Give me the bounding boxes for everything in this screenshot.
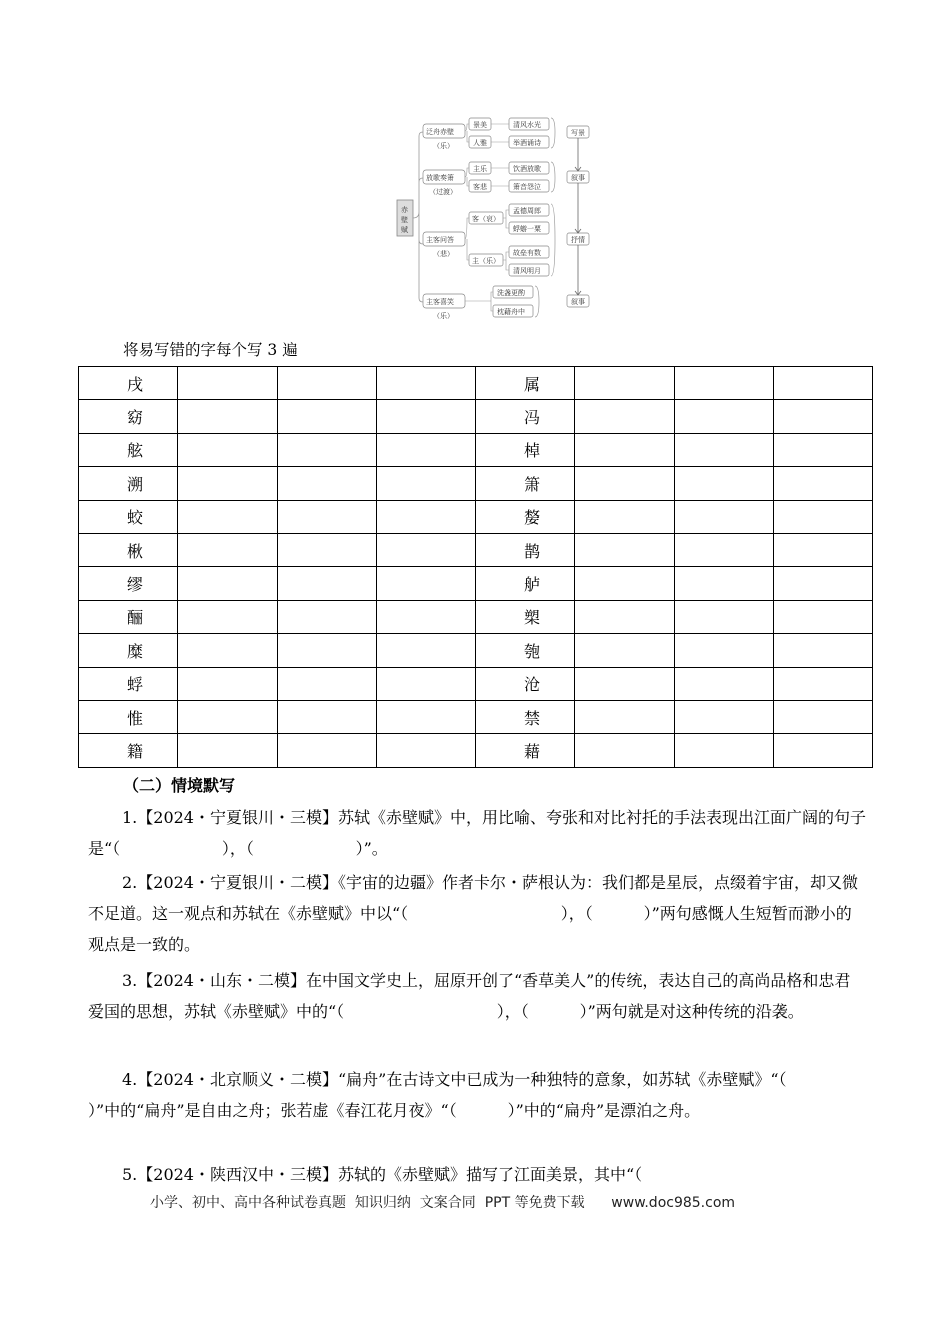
practice-character: 窈 bbox=[79, 400, 178, 433]
table-row bbox=[79, 433, 873, 466]
question-5 bbox=[88, 1159, 866, 1190]
diagram-section-1-label: 泛舟赤壁 bbox=[426, 128, 454, 136]
writing-cell[interactable] bbox=[376, 400, 475, 433]
diagram-item-1b: 人雅 bbox=[473, 139, 487, 147]
writing-cell[interactable] bbox=[178, 433, 277, 466]
question-4 bbox=[88, 1064, 889, 1126]
writing-cell[interactable] bbox=[376, 667, 475, 700]
writing-cell[interactable] bbox=[773, 367, 872, 400]
writing-cell[interactable] bbox=[674, 600, 773, 633]
writing-cell[interactable] bbox=[277, 400, 376, 433]
table-row bbox=[79, 500, 873, 533]
writing-cell[interactable] bbox=[178, 567, 277, 600]
writing-cell[interactable] bbox=[178, 600, 277, 633]
question-source: 【2024・宁夏银川・二模】 bbox=[137, 873, 338, 892]
writing-cell[interactable] bbox=[674, 467, 773, 500]
question-text: “扁舟”在古诗文中已成为一种独特的意象，如苏轼《赤壁赋》“（ ）”中的“扁舟”是自由之舟；张若虚《春江花月夜》“（ ）”中的“扁舟”是漂泊之舟。 bbox=[88, 1070, 889, 1120]
writing-cell[interactable] bbox=[277, 533, 376, 566]
writing-cell[interactable] bbox=[178, 667, 277, 700]
table-row bbox=[79, 567, 873, 600]
question-text: 在中国文学史上，屈原开创了“香草美人”的传统，表达自己的高尚品格和忠君爱国的思想，苏轼《赤壁赋》中的“（ ），（ ）”两句就是对这种传统的沿袭。 bbox=[88, 971, 851, 1021]
question-source: 【2024・陕西汉中・三模】 bbox=[137, 1165, 338, 1184]
writing-cell[interactable] bbox=[773, 400, 872, 433]
diagram-section-4-note: （乐） bbox=[433, 312, 454, 320]
writing-cell[interactable] bbox=[674, 667, 773, 700]
question-number: 1. bbox=[122, 808, 138, 827]
writing-cell[interactable] bbox=[376, 634, 475, 667]
practice-character: 鹊 bbox=[476, 533, 575, 566]
practice-character: 楸 bbox=[79, 533, 178, 566]
writing-cell[interactable] bbox=[773, 600, 872, 633]
practice-character: 箫 bbox=[476, 467, 575, 500]
practice-character: 棹 bbox=[476, 433, 575, 466]
table-row bbox=[79, 700, 873, 733]
writing-cell[interactable] bbox=[376, 367, 475, 400]
diagram-detail-2b: 箫音怨泣 bbox=[513, 183, 541, 191]
diagram-stage-3: 抒情 bbox=[571, 236, 585, 244]
writing-cell[interactable] bbox=[674, 734, 773, 767]
diagram-stage-2: 叙事 bbox=[571, 174, 585, 182]
question-number: 2. bbox=[122, 873, 138, 892]
diagram-section-1-note: （乐） bbox=[433, 142, 454, 150]
diagram-section-3-note: （悲） bbox=[433, 250, 454, 258]
writing-cell[interactable] bbox=[277, 467, 376, 500]
diagram-item-3b: 主（乐） bbox=[472, 257, 500, 265]
writing-cell[interactable] bbox=[178, 634, 277, 667]
writing-cell[interactable] bbox=[773, 667, 872, 700]
writing-cell[interactable] bbox=[178, 700, 277, 733]
practice-character: 蜉 bbox=[79, 667, 178, 700]
table-row bbox=[79, 467, 873, 500]
writing-cell[interactable] bbox=[575, 734, 674, 767]
diagram-detail-1a: 清风水光 bbox=[513, 121, 541, 129]
character-practice-table bbox=[78, 366, 873, 768]
writing-cell[interactable] bbox=[773, 567, 872, 600]
writing-cell[interactable] bbox=[376, 467, 475, 500]
question-source: 【2024・北京顺义・二模】 bbox=[137, 1070, 338, 1089]
diagram-stage-1: 写景 bbox=[571, 129, 585, 137]
question-source: 【2024・山东・二模】 bbox=[137, 971, 306, 990]
structure-diagram bbox=[395, 112, 595, 324]
practice-character: 槊 bbox=[476, 600, 575, 633]
page-footer: 小学、初中、高中各种试卷真题 知识归纳 文案合同 PPT 等免费下载 www.doc985.com bbox=[150, 1195, 736, 1211]
diagram-item-1a: 景美 bbox=[473, 121, 487, 129]
writing-cell[interactable] bbox=[277, 500, 376, 533]
table-row bbox=[79, 634, 873, 667]
writing-cell[interactable] bbox=[773, 734, 872, 767]
diagram-root-char-2: 壁 bbox=[401, 216, 408, 224]
writing-cell[interactable] bbox=[376, 533, 475, 566]
writing-cell[interactable] bbox=[575, 700, 674, 733]
question-1 bbox=[88, 802, 866, 864]
practice-character: 属 bbox=[476, 367, 575, 400]
diagram-root-char-1: 赤 bbox=[401, 206, 408, 214]
table-row bbox=[79, 734, 873, 767]
writing-cell[interactable] bbox=[277, 634, 376, 667]
table-row bbox=[79, 667, 873, 700]
question-2 bbox=[88, 867, 866, 960]
question-number: 3. bbox=[122, 971, 138, 990]
practice-character: 藉 bbox=[476, 734, 575, 767]
writing-cell[interactable] bbox=[773, 500, 872, 533]
table-row bbox=[79, 533, 873, 566]
writing-cell[interactable] bbox=[376, 734, 475, 767]
writing-cell[interactable] bbox=[674, 567, 773, 600]
question-number: 4. bbox=[122, 1070, 138, 1089]
writing-cell[interactable] bbox=[773, 433, 872, 466]
diagram-item-3a: 客（哀） bbox=[472, 215, 500, 223]
diagram-section-4-label: 主客喜笑 bbox=[426, 298, 454, 306]
writing-cell[interactable] bbox=[277, 600, 376, 633]
writing-cell[interactable] bbox=[674, 433, 773, 466]
structure-diagram-svg bbox=[395, 112, 595, 324]
practice-character: 戌 bbox=[79, 367, 178, 400]
practice-character: 蛟 bbox=[79, 500, 178, 533]
practice-character: 舻 bbox=[476, 567, 575, 600]
table-row bbox=[79, 400, 873, 433]
writing-cell[interactable] bbox=[773, 467, 872, 500]
writing-cell[interactable] bbox=[277, 734, 376, 767]
diagram-detail-3d: 清风明月 bbox=[513, 267, 541, 275]
writing-cell[interactable] bbox=[674, 367, 773, 400]
table-row bbox=[79, 367, 873, 400]
writing-cell[interactable] bbox=[277, 667, 376, 700]
writing-cell[interactable] bbox=[575, 467, 674, 500]
diagram-section-3-label: 主客问答 bbox=[426, 236, 454, 244]
practice-character: 冯 bbox=[476, 400, 575, 433]
writing-cell[interactable] bbox=[376, 600, 475, 633]
practice-character: 嫠 bbox=[476, 500, 575, 533]
writing-cell[interactable] bbox=[178, 467, 277, 500]
writing-cell[interactable] bbox=[376, 433, 475, 466]
table-row bbox=[79, 600, 873, 633]
question-text: 《宇宙的边疆》作者卡尔・萨根认为：我们都是星辰，点缀着宇宙，却又微不足道。这一观点和苏轼在《赤壁赋》中以“（ ），（ ）”两句感慨人生短暂而渺小的观点是一致的。 bbox=[88, 873, 859, 954]
section-title: （二）情境默写 bbox=[123, 776, 236, 795]
writing-cell[interactable] bbox=[376, 567, 475, 600]
writing-cell[interactable] bbox=[773, 700, 872, 733]
writing-cell[interactable] bbox=[178, 500, 277, 533]
writing-cell[interactable] bbox=[575, 667, 674, 700]
writing-cell[interactable] bbox=[277, 700, 376, 733]
question-text: 苏轼的《赤壁赋》描写了江面美景，其中“（ bbox=[338, 1165, 643, 1184]
practice-character: 溯 bbox=[79, 467, 178, 500]
writing-cell[interactable] bbox=[178, 734, 277, 767]
diagram-detail-3a: 孟德周郎 bbox=[513, 207, 541, 215]
question-3 bbox=[88, 965, 866, 1027]
practice-character: 缪 bbox=[79, 567, 178, 600]
writing-cell[interactable] bbox=[773, 634, 872, 667]
writing-cell[interactable] bbox=[575, 500, 674, 533]
practice-character: 沧 bbox=[476, 667, 575, 700]
writing-cell[interactable] bbox=[674, 500, 773, 533]
practice-character: 酾 bbox=[79, 600, 178, 633]
diagram-detail-3b: 蜉蝣一粟 bbox=[513, 225, 541, 233]
writing-cell[interactable] bbox=[575, 533, 674, 566]
writing-cell[interactable] bbox=[674, 533, 773, 566]
writing-cell[interactable] bbox=[575, 634, 674, 667]
writing-cell[interactable] bbox=[575, 567, 674, 600]
practice-instruction: 将易写错的字每个写 3 遍 bbox=[123, 341, 298, 359]
diagram-item-2a: 主乐 bbox=[473, 165, 487, 173]
practice-character: 匏 bbox=[476, 634, 575, 667]
practice-character: 籍 bbox=[79, 734, 178, 767]
writing-cell[interactable] bbox=[376, 500, 475, 533]
writing-cell[interactable] bbox=[178, 400, 277, 433]
writing-cell[interactable] bbox=[575, 600, 674, 633]
writing-cell[interactable] bbox=[178, 533, 277, 566]
diagram-detail-1b: 举酒诵诗 bbox=[513, 139, 541, 147]
writing-cell[interactable] bbox=[773, 533, 872, 566]
writing-cell[interactable] bbox=[575, 433, 674, 466]
writing-cell[interactable] bbox=[277, 433, 376, 466]
question-source: 【2024・宁夏银川・三模】 bbox=[137, 808, 338, 827]
writing-cell[interactable] bbox=[674, 400, 773, 433]
diagram-item-2b: 客悲 bbox=[473, 183, 487, 191]
writing-cell[interactable] bbox=[674, 700, 773, 733]
writing-cell[interactable] bbox=[277, 367, 376, 400]
writing-cell[interactable] bbox=[376, 700, 475, 733]
question-number: 5. bbox=[122, 1165, 138, 1184]
diagram-detail-4b: 枕藉舟中 bbox=[497, 308, 525, 316]
practice-character: 舷 bbox=[79, 433, 178, 466]
practice-character: 惟 bbox=[79, 700, 178, 733]
writing-cell[interactable] bbox=[575, 367, 674, 400]
writing-cell[interactable] bbox=[674, 634, 773, 667]
writing-cell[interactable] bbox=[575, 400, 674, 433]
diagram-detail-2a: 饮酒放歌 bbox=[513, 165, 541, 173]
practice-character: 糜 bbox=[79, 634, 178, 667]
diagram-detail-4a: 洗盏更酌 bbox=[497, 289, 525, 297]
practice-character: 禁 bbox=[476, 700, 575, 733]
diagram-detail-3c: 故垒有数 bbox=[513, 249, 541, 257]
diagram-stage-4: 叙事 bbox=[571, 298, 585, 306]
diagram-section-2-note: （过渡） bbox=[429, 188, 457, 196]
writing-cell[interactable] bbox=[178, 367, 277, 400]
question-text: 苏轼《赤壁赋》中，用比喻、夸张和对比衬托的手法表现出江面广阔的句子是“（ ），（ ）”。 bbox=[88, 808, 867, 858]
diagram-root-char-3: 赋 bbox=[401, 226, 408, 234]
diagram-section-2-label: 放歌奏箫 bbox=[426, 174, 454, 182]
writing-cell[interactable] bbox=[277, 567, 376, 600]
